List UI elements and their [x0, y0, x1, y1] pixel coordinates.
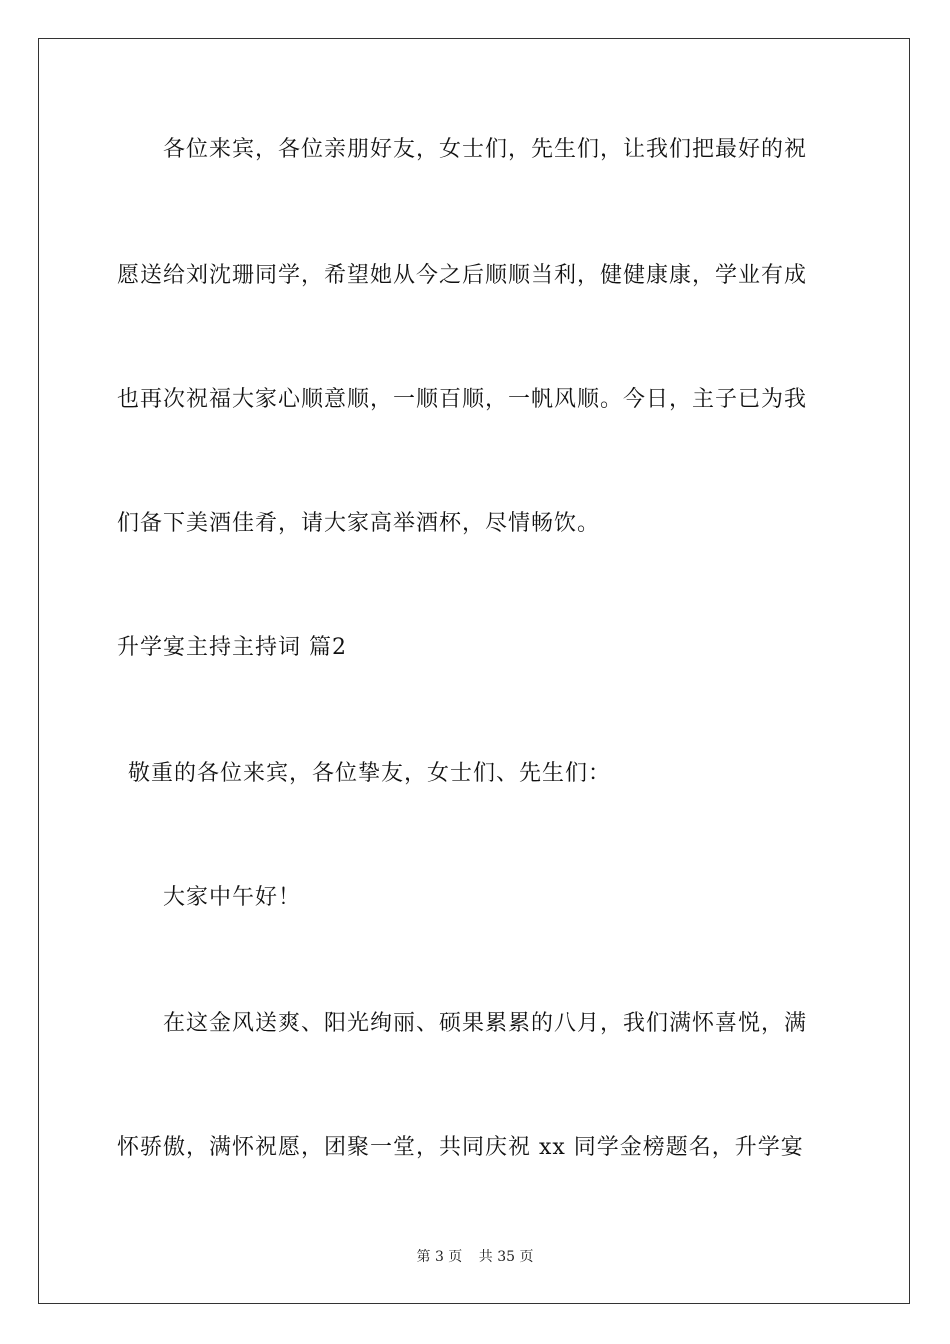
page-footer [0, 1248, 950, 1266]
salutation-line: 敬重的各位来宾，各位挚友，女士们、先生们： [128, 761, 612, 786]
paragraph-line: 怀骄傲，满怀祝愿，团聚一堂，共同庆祝 xx 同学金榜题名，升学宴 [117, 1135, 804, 1160]
greeting-line: 大家中午好！ [163, 885, 302, 910]
paragraph-line: 愿送给刘沈珊同学，希望她从今之后顺顺当利，健健康康，学业有成 [117, 263, 808, 288]
section-heading: 升学宴主持主持词 篇2 [117, 635, 347, 660]
page-number: 第 3 页 [416, 1249, 463, 1265]
paragraph-line: 们备下美酒佳肴，请大家高举酒杯，尽情畅饮。 [117, 511, 601, 536]
page-border [38, 38, 910, 1304]
paragraph-line: 在这金风送爽、阳光绚丽、硕果累累的八月，我们满怀喜悦，满 [163, 1011, 808, 1036]
paragraph-line: 也再次祝福大家心顺意顺，一顺百顺，一帆风顺。今日，主子已为我 [117, 387, 808, 412]
paragraph-line: 各位来宾，各位亲朋好友，女士们，先生们，让我们把最好的祝 [163, 137, 808, 162]
page-total: 共 35 页 [478, 1249, 534, 1265]
